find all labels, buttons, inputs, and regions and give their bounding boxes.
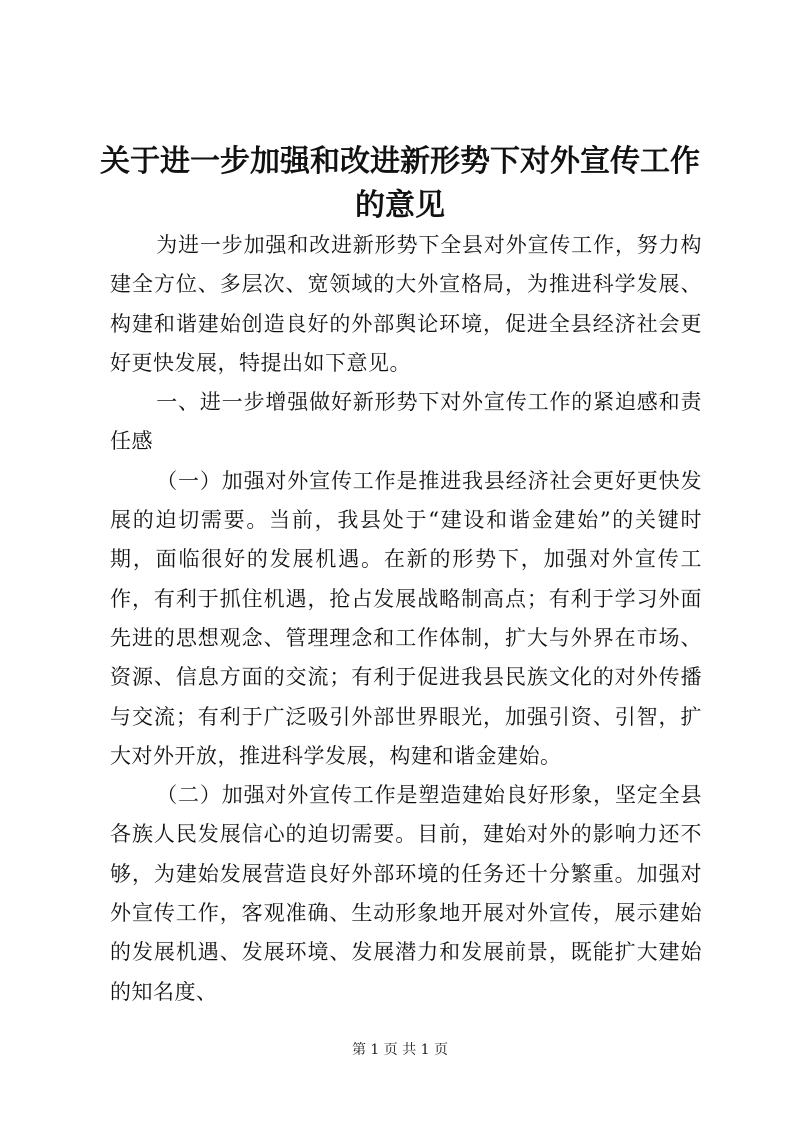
document-title bbox=[60, 140, 740, 228]
paragraph-item-2: （二）加强对外宣传工作是塑造建始良好形象，坚定全县各族人民发展信心的迫切需要。目前，建始对外的影响力还不够，为建始发展营造良好外部环境的任务还十分繁重。加强对外宣传工作，客观准确、生动形象地开展对外宣传，展示建始的发展机遇、发展环境、发展潜力和发展前景，既能扩大建始的知名度、 bbox=[110, 783, 702, 1004]
paragraph-item-1: （一）加强对外宣传工作是推进我县经济社会更好更快发展的迫切需要。当前，我县处于“建设和谐金建始”的关键时期，面临很好的发展机遇。在新的形势下，加强对外宣传工作，有利于抓住机遇，抢占发展战略制高点；有利于学习外面先进的思想观念、管理理念和工作体制，扩大与外界在市场、资源、信息方面的交流；有利于促进我县民族文化的对外传播与交流；有利于广泛吸引外部世界眼光，加强引资、引智，扩大对外开放，推进科学发展，构建和谐金建始。 bbox=[110, 468, 702, 768]
section-heading-1: 一、进一步增强做好新形势下对外宣传工作的紧迫感和责任感 bbox=[110, 390, 702, 454]
title-line-2: 的意见 bbox=[355, 188, 445, 223]
page-footer: 第 1 页 共 1 页 bbox=[351, 1042, 449, 1058]
intro-paragraph: 为进一步加强和改进新形势下全县对外宣传工作，努力构建全方位、多层次、宽领域的大外宣格局，为推进科学发展、构建和谐建始创造良好的外部舆论环境，促进全县经济社会更好更快发展，特提出如下意见。 bbox=[110, 233, 702, 375]
document-body bbox=[110, 226, 702, 1012]
title-line-1: 关于进一步加强和改进新形势下对外宣传工作 bbox=[100, 144, 700, 179]
